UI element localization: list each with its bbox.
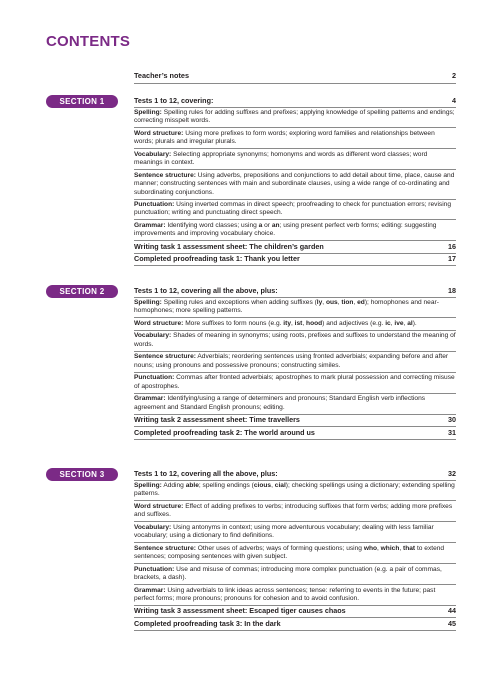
- task-row: [134, 606, 456, 619]
- topic-description: [134, 482, 456, 499]
- topic-text: Spelling rules and exceptions when adding suffixes (ly, ous, tion, ed); homophones and near-homophones; more spelling patterns.: [134, 299, 439, 315]
- topic-label: Sentence structure:: [134, 171, 196, 179]
- task-row: [134, 254, 456, 267]
- topic-row: [134, 108, 456, 129]
- topic-row: [134, 585, 456, 606]
- topic-label: Grammar:: [134, 221, 166, 229]
- topic-description: [134, 524, 456, 541]
- topic-row: [134, 200, 456, 221]
- topic-text: Identifying word classes; using a or an; using present perfect verb forms; editing: suggesting improvements and improving vocabulary choice.: [134, 221, 437, 238]
- topic-label: Punctuation:: [134, 374, 175, 382]
- topic-description: [134, 109, 456, 126]
- topic-text: Selecting appropriate synonyms; homonyms and words as different word classes; word meanings in context.: [134, 150, 428, 167]
- topic-description: [134, 299, 456, 316]
- topic-label: Vocabulary:: [134, 523, 172, 531]
- topic-text: Commas after fronted adverbials; apostrophes to mark plural possession and correcting misuse of apostrophes.: [134, 374, 455, 390]
- topic-label: Punctuation:: [134, 201, 175, 209]
- topic-label: Vocabulary:: [134, 150, 172, 158]
- topic-row: [134, 373, 456, 394]
- topic-description: [134, 172, 456, 197]
- task-title: Completed proofreading task 3: In the dark: [134, 618, 281, 628]
- teachers-notes-row: [134, 71, 456, 84]
- topic-row: [134, 543, 456, 564]
- topic-row: [134, 220, 456, 241]
- topic-description: [134, 545, 456, 562]
- page-number: 16: [448, 241, 456, 251]
- page-number: 31: [448, 427, 456, 437]
- topic-text: Effect of adding prefixes to verbs; introducing suffixes that form verbs; adding more prefixes and suffixes.: [134, 502, 453, 519]
- teachers-notes-label: Teacher’s notes: [134, 71, 190, 80]
- section-heading-text: Tests 1 to 12, covering all the above, plus:: [134, 285, 278, 295]
- task-title: Writing task 1 assessment sheet: The children’s garden: [134, 241, 324, 251]
- topic-row: [134, 170, 456, 199]
- task-row: [134, 415, 456, 428]
- topic-description: [134, 374, 456, 391]
- page-number: 17: [448, 254, 456, 264]
- section-3-badge: SECTION 3: [46, 468, 118, 481]
- page-number: 44: [448, 606, 456, 616]
- page-number: 45: [448, 618, 456, 628]
- page-number: 18: [448, 285, 456, 295]
- topic-text: Adding able; spelling endings (cious, cial); checking spellings using a dictionary; extending spelling patterns.: [134, 482, 455, 498]
- task-title: Completed proofreading task 2: The world around us: [134, 427, 315, 437]
- topic-text: More suffixes to form nouns (e.g. ity, ist, hood) and adjectives (e.g. ic, ive, al).: [185, 319, 417, 327]
- topic-text: Other uses of adverbs; ways of forming questions; using who, which, that to extend sentences; composing sentences with given subject.: [134, 544, 445, 561]
- topic-description: [134, 130, 456, 147]
- topic-text: Use and misuse of commas; introducing more complex punctuation (e.g. a pair of commas, brackets, a dash).: [134, 565, 442, 582]
- topic-description: [134, 222, 456, 239]
- topic-text: Identifying/using a range of determiners and pronouns; Standard English verb inflections agreement and Standard English pronouns; editing.: [134, 395, 426, 411]
- topic-description: [134, 201, 456, 218]
- topic-row: [134, 128, 456, 149]
- topic-label: Punctuation:: [134, 565, 175, 573]
- page-number: 4: [452, 95, 456, 105]
- topic-row: [134, 522, 456, 543]
- topic-row: [134, 149, 456, 170]
- topic-description: [134, 151, 456, 168]
- section-2-badge: SECTION 2: [46, 285, 118, 298]
- topic-label: Grammar:: [134, 395, 166, 403]
- topic-row: [134, 331, 456, 352]
- topic-row: [134, 318, 456, 331]
- section-1-rows: [134, 95, 456, 266]
- task-title: Writing task 3 assessment sheet: Escaped tiger causes chaos: [134, 606, 346, 616]
- section-1-badge: SECTION 1: [46, 95, 118, 108]
- topic-row: [134, 298, 456, 319]
- section-heading: [134, 95, 456, 108]
- topic-description: [134, 320, 417, 328]
- task-title: Completed proofreading task 1: Thank you letter: [134, 254, 300, 264]
- topic-row: [134, 352, 456, 373]
- section-heading: [134, 468, 456, 481]
- page-title: CONTENTS: [46, 33, 131, 50]
- task-row: [134, 241, 456, 254]
- section-heading-text: Tests 1 to 12, covering all the above, plus:: [134, 468, 278, 478]
- task-row: [134, 427, 456, 440]
- topic-label: Vocabulary:: [134, 332, 172, 340]
- topic-description: [134, 395, 456, 412]
- page-number: 32: [448, 468, 456, 478]
- topic-row: [134, 564, 456, 585]
- topic-text: Using antonyms in context; using more adventurous vocabulary; dealing with less familiar vocabulary; using a dictionary to find definitions.: [134, 523, 434, 540]
- section-3-rows: [134, 468, 456, 631]
- topic-text: Using more prefixes to form words; exploring word families and relationships between words; plurals and irregular plurals.: [134, 129, 435, 146]
- topic-description: [134, 353, 456, 370]
- topic-description: [134, 503, 456, 520]
- topic-description: [134, 332, 456, 349]
- topic-text: Using adverbs, prepositions and conjunctions to add detail about time, place, cause and manner; constructing sentences with main and subordinate clauses, using a wide range of co-ordinating and subordinating conjunctions.: [134, 171, 455, 196]
- page-number: 30: [448, 415, 456, 425]
- topic-row: [134, 481, 456, 502]
- topic-description: [134, 566, 456, 583]
- topic-label: Sentence structure:: [134, 544, 196, 552]
- topic-label: Word structure:: [134, 502, 184, 510]
- topic-row: [134, 394, 456, 415]
- topic-label: Spelling:: [134, 482, 162, 489]
- topic-label: Grammar:: [134, 586, 166, 594]
- section-2-rows: [134, 285, 456, 440]
- topic-label: Spelling:: [134, 299, 162, 306]
- topic-text: Spelling rules for adding suffixes and prefixes; applying knowledge of spelling patterns and endings; correcting misspelt words.: [134, 109, 455, 125]
- topic-label: Sentence structure:: [134, 353, 196, 361]
- topic-label: Word structure:: [134, 319, 184, 327]
- task-title: Writing task 2 assessment sheet: Time travellers: [134, 415, 300, 425]
- topic-text: Shades of meaning in synonyms; using roots, prefixes and suffixes to understand the meaning of words.: [134, 332, 456, 348]
- topic-label: Spelling:: [134, 109, 162, 116]
- teachers-notes-page: 2: [451, 71, 456, 80]
- topic-description: [134, 587, 456, 604]
- topic-text: Using inverted commas in direct speech; proofreading to check for punctuation errors; revising punctuation; writing and punctuating direct speech.: [134, 201, 452, 217]
- section-heading-text: Tests 1 to 12, covering:: [134, 95, 214, 105]
- topic-text: Adverbials; reordering sentences using fronted adverbials; expanding before and after nouns; using pronouns and possessive pronouns; constructing similes.: [134, 353, 449, 369]
- section-heading: [134, 285, 456, 298]
- topic-row: [134, 501, 456, 522]
- topic-text: Using adverbials to link ideas across sentences; tense: referring to events in the future; past perfect forms; more pronouns; pronouns for cohesion and to avoid confusion.: [134, 586, 436, 602]
- task-row: [134, 618, 456, 631]
- topic-label: Word structure:: [134, 129, 184, 137]
